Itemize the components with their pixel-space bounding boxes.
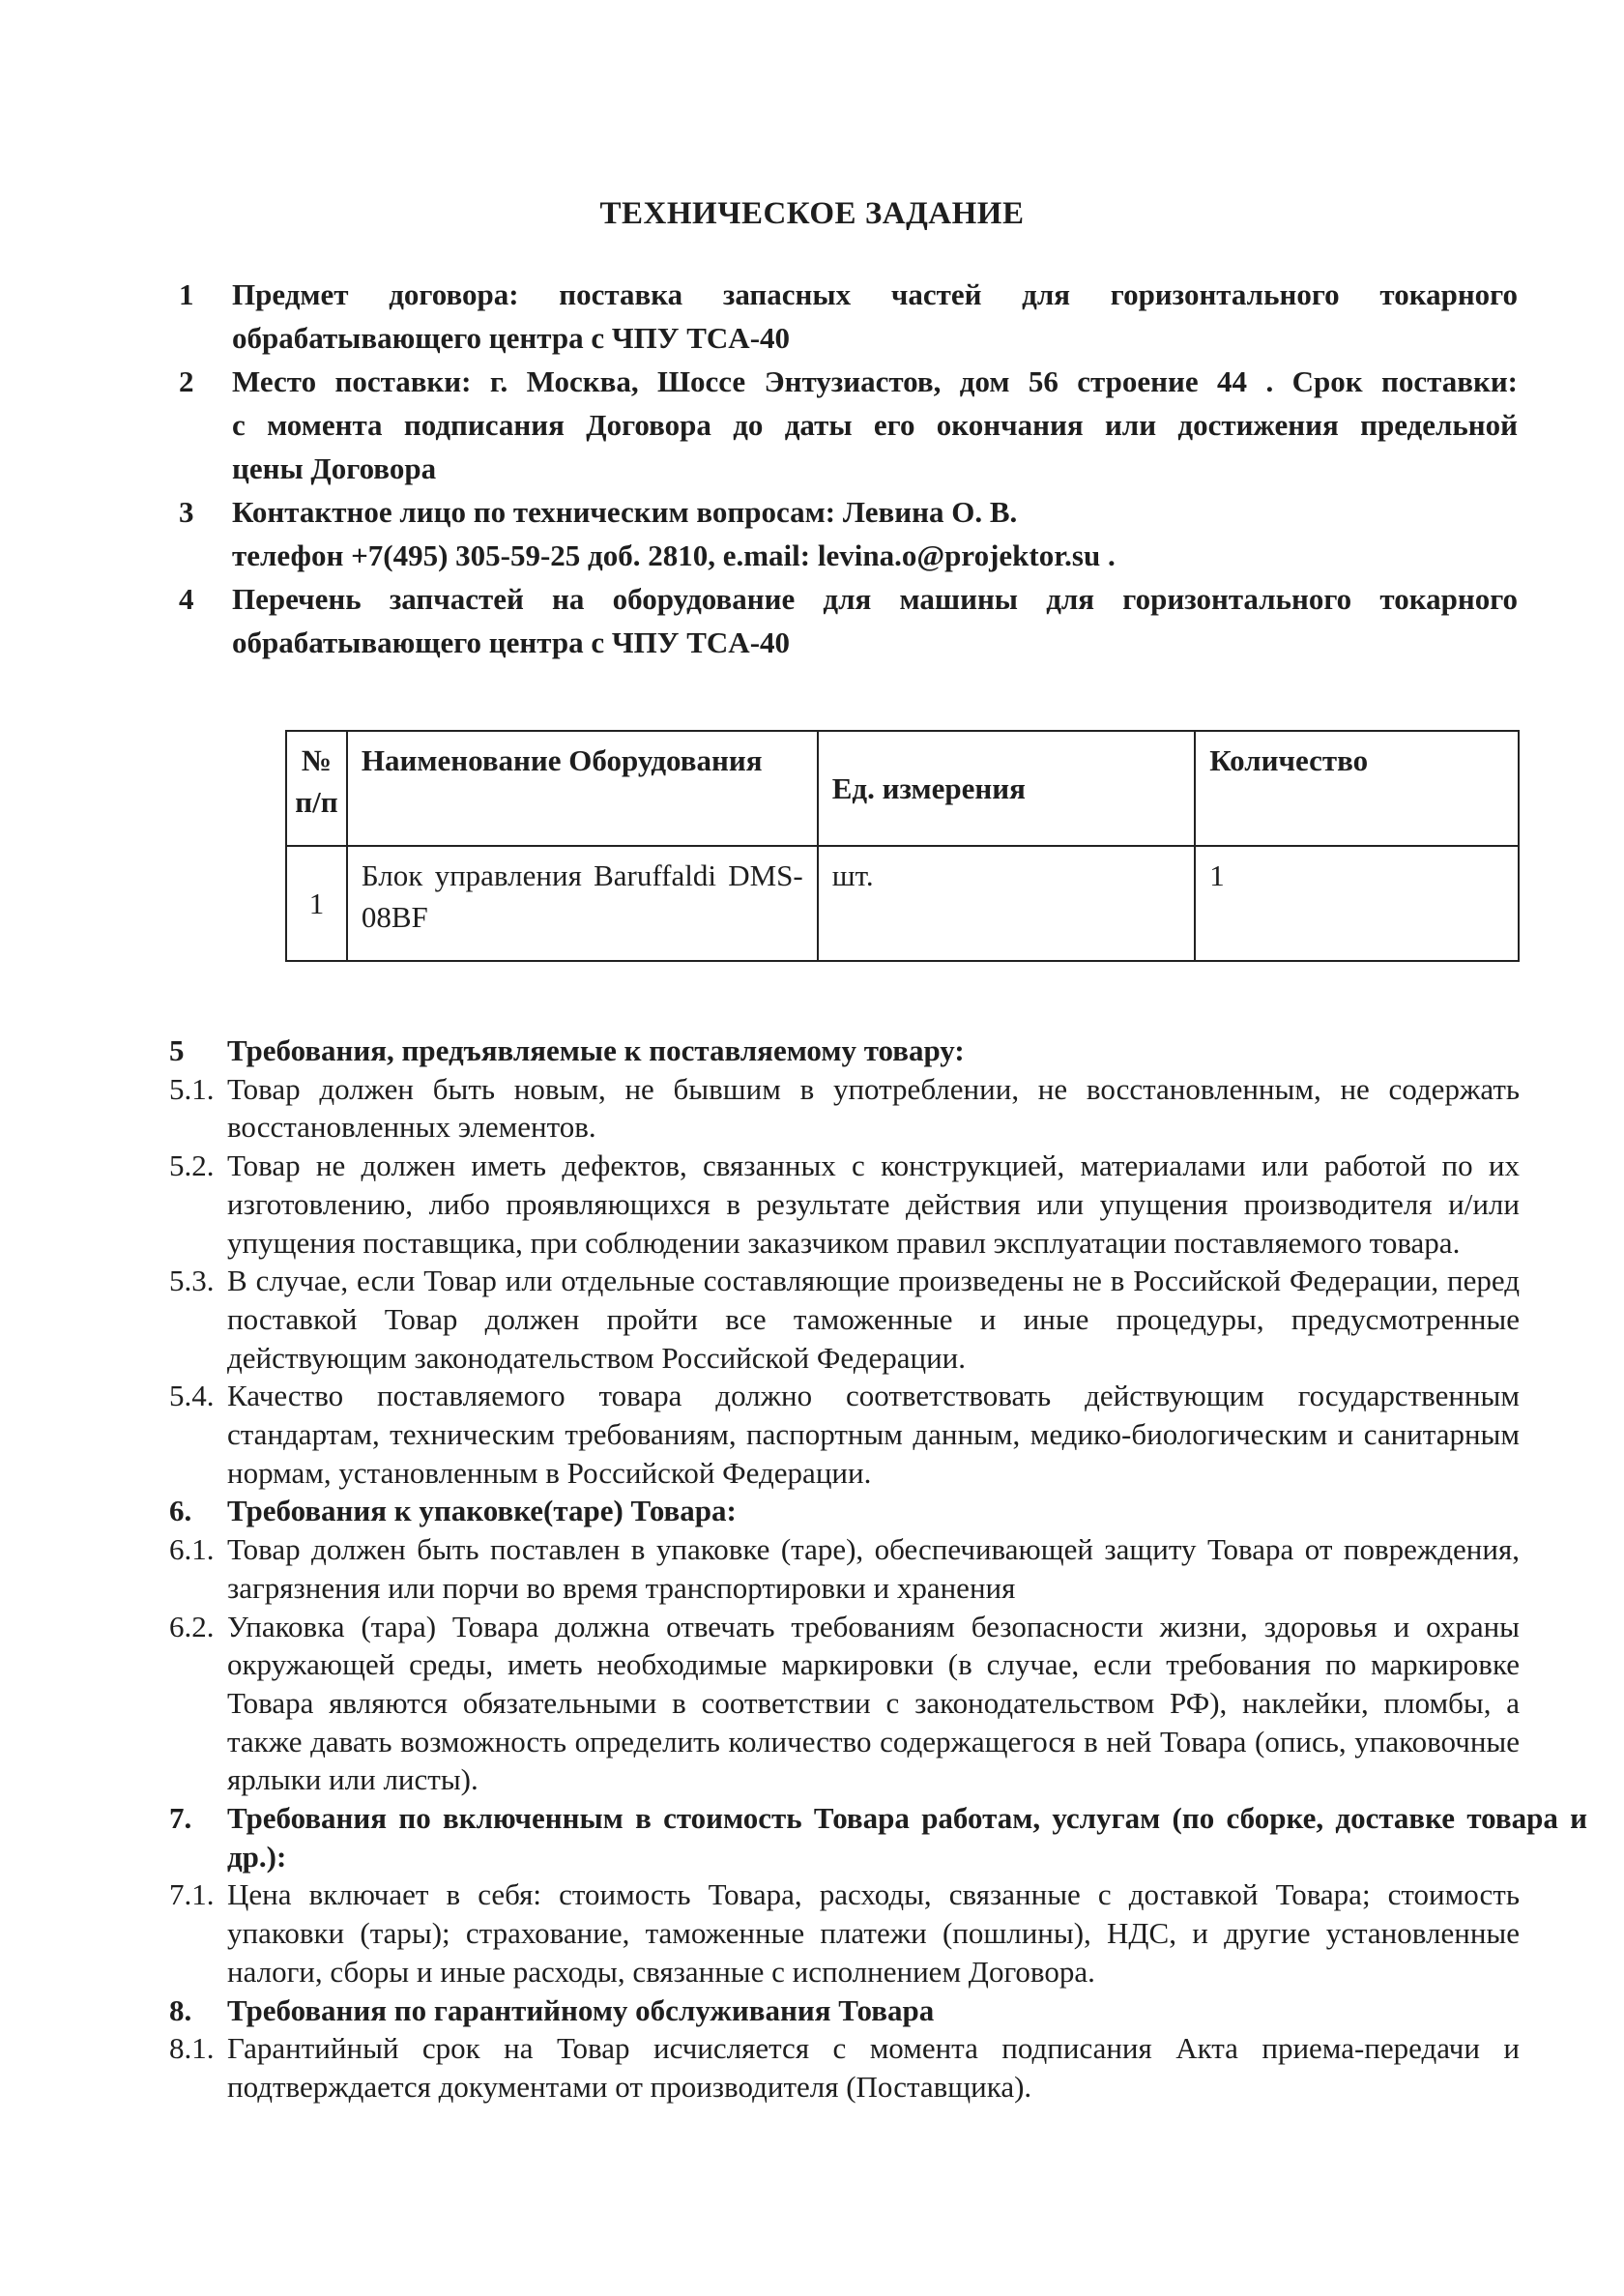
- section-heading: [169, 1991, 1520, 2030]
- intro-item-text: [232, 360, 1518, 490]
- intro-item-text: [232, 273, 1518, 360]
- section-number: 5.3.: [169, 1264, 215, 1298]
- cell-number: 1: [286, 846, 347, 961]
- section-number: 8.1.: [169, 2031, 215, 2066]
- header-number: № п/п: [286, 731, 347, 846]
- section-item: [169, 1262, 1520, 1377]
- cell-name: [347, 846, 818, 961]
- section-number: 5: [169, 1033, 185, 1067]
- section-text: Требования по включенным в стоимость Товара работам, услугам (по сборке, доставке товара и др.):: [227, 1801, 1587, 1874]
- section-item: [169, 1147, 1520, 1262]
- intro-item-number: 1: [179, 277, 194, 311]
- section-text: Товар должен быть поставлен в упаковке (таре), обеспечивающей защиту Товара от повреждения, загрязнения или порчи во время транспортировки и хранения: [227, 1532, 1520, 1605]
- intro-item-number: 4: [179, 582, 194, 616]
- section-text: Упаковка (тара) Товара должна отвечать требованиям безопасности жизни, здоровья и охраны окружающей среды, иметь необходимые маркировки (в случае, если требования по маркировке Товара являются обязательными в соответствии с законодательством РФ), наклейки, пломбы, а также давать возможность определить количество содержащегося в ней Товара (опись, упаковочные ярлыки или листы).: [227, 1609, 1520, 1797]
- header-quantity: Количество: [1195, 731, 1519, 846]
- intro-item-4: [179, 577, 1518, 664]
- document-title: ТЕХНИЧЕСКОЕ ЗАДАНИЕ: [599, 196, 1025, 231]
- contact-line: телефон +7(495) 305-59-25 доб. 2810, e.mail: levina.o@projektor.su .: [232, 538, 1116, 572]
- text-line: Перечень запчастей на оборудование для машины для горизонтального токарного: [232, 582, 1518, 616]
- table-header-row: [286, 731, 1519, 846]
- equipment-table: [285, 730, 1520, 962]
- text-line: обрабатывающего центра с ЧПУ TCA-40: [232, 625, 791, 659]
- text-line: с момента подписания Договора до даты его окончания или достижения предельной: [232, 408, 1518, 442]
- section-number: 5.2.: [169, 1148, 215, 1183]
- section-item: [169, 1608, 1520, 1800]
- section-text: Требования по гарантийному обслуживания Товара: [227, 1992, 935, 2027]
- section-heading: [169, 1492, 1520, 1530]
- section-text: Цена включает в себя: стоимость Товара, расходы, связанные с доставкой Товара; стоимость упаковки (тары); страхование, таможенные платежи (пошлины), НДС, и другие установленные налоги, сборы и иные расходы, связанные с исполнением Договора.: [227, 1877, 1520, 1989]
- intro-item-text: [232, 577, 1518, 664]
- intro-item-number: 3: [179, 495, 194, 529]
- intro-list: [179, 273, 1518, 664]
- text-line: Предмет договора: поставка запасных частей для горизонтального токарного: [232, 277, 1518, 311]
- section-number: 5.1.: [169, 1071, 215, 1106]
- section-number: 8.: [169, 1992, 192, 2027]
- section-text: Товар не должен иметь дефектов, связанных с конструкцией, материалами или работой по их изготовлению, либо проявляющихся в результате действия или упущения производителя и/или упущения поставщика, при соблюдении заказчиком правил эксплуатации поставляемого товара.: [227, 1148, 1520, 1260]
- section-number: 6.1.: [169, 1532, 215, 1567]
- section-item: [169, 2029, 1520, 2106]
- section-number: 7.1.: [169, 1877, 215, 1912]
- text-line: обрабатывающего центра с ЧПУ TCA-40: [232, 321, 791, 355]
- requirements-sections: [169, 1032, 1587, 2107]
- section-heading: [169, 1032, 1520, 1070]
- text-line: Контактное лицо по техническим вопросам: Левина О. В.: [232, 495, 1018, 529]
- section-number: 5.4.: [169, 1379, 215, 1413]
- section-number: 6.: [169, 1494, 192, 1528]
- intro-item-3: [179, 490, 1518, 577]
- section-number: 6.2.: [169, 1609, 215, 1643]
- section-text: В случае, если Товар или отдельные составляющие произведены не в Российской Федерации, перед поставкой Товар должен пройти все таможенные и иные процедуры, предусмотренные действующим законодательством Российской Федерации.: [227, 1264, 1520, 1375]
- header-name: Наименование Оборудования: [347, 731, 818, 846]
- cell-unit: шт.: [818, 846, 1196, 961]
- intro-item-number: 2: [179, 364, 194, 398]
- section-item: [169, 1530, 1520, 1607]
- section-item: [169, 1875, 1520, 1991]
- cell-quantity: 1: [1195, 846, 1519, 961]
- section-text: Требования, предъявляемые к поставляемому товару:: [227, 1033, 965, 1067]
- text-line: цены Договора: [232, 451, 437, 485]
- text-line: Место поставки: г. Москва, Шоссе Энтузиастов, дом 56 строение 44 . Срок поставки:: [232, 364, 1518, 398]
- section-text: Товар должен быть новым, не бывшим в употреблении, не восстановленным, не содержать восстановленных элементов.: [227, 1071, 1520, 1145]
- section-number: 7.: [169, 1801, 192, 1836]
- section-text: Качество поставляемого товара должно соответствовать действующим государственным стандартам, техническим требованиям, паспортным данным, медико-биологическим и санитарным нормам, установленным в Российской Федерации.: [227, 1379, 1520, 1490]
- section-text: Требования к упаковке(таре) Товара:: [227, 1494, 737, 1528]
- cell-name-text: Блок управления Baruffaldi DMS-08BF: [361, 858, 803, 934]
- section-item: [169, 1377, 1520, 1492]
- intro-item-text: [232, 490, 1518, 577]
- section-text: Гарантийный срок на Товар исчисляется с момента подписания Акта приема-передачи и подтверждается документами от производителя (Поставщика).: [227, 2031, 1520, 2104]
- intro-item-2: [179, 360, 1518, 490]
- section-heading: [169, 1799, 1587, 1875]
- header-unit: Ед. измерения: [818, 731, 1196, 846]
- intro-item-1: [179, 273, 1518, 360]
- table-row: [286, 846, 1519, 961]
- section-item: [169, 1070, 1520, 1147]
